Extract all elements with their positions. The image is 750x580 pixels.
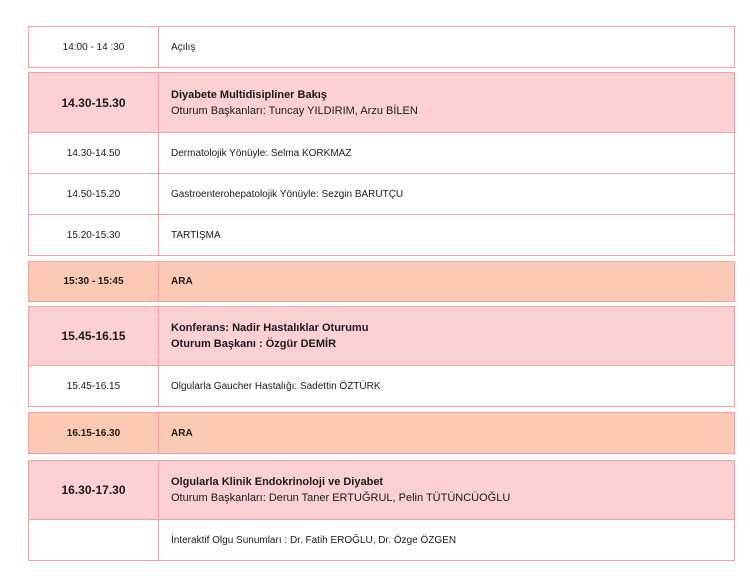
- talk-title: Gastroenterohepatolojik Yönüyle: Sezgin BARUTÇU: [171, 188, 404, 200]
- session-3-block: [28, 460, 735, 561]
- talk-row: [29, 520, 734, 560]
- talk-title: Dermatolojik Yönüyle: Selma KORKMAZ: [171, 147, 352, 159]
- session-chairs: Oturum Başkanları: Derun Taner ERTUĞRUL, Pelin TÜTÜNCÜOĞLU: [171, 492, 511, 504]
- opening-time: 14:00 - 14 :30: [29, 27, 159, 67]
- session-info: [159, 73, 734, 132]
- break-time: 16.15-16.30: [29, 413, 159, 453]
- session-time: 14.30-15.30: [29, 73, 159, 132]
- session-1-block: [28, 72, 735, 256]
- talk-time: 14.50-15.20: [29, 174, 159, 214]
- talk-row: [29, 366, 734, 406]
- session-title: Olgularla Klinik Endokrinoloji ve Diyabet: [171, 476, 384, 488]
- session-chairs: Oturum Başkanı : Özgür DEMİR: [171, 338, 337, 350]
- session-time: 16.30-17.30: [29, 461, 159, 519]
- talk-title: İnteraktif Olgu Sunumları : Dr. Fatih EROĞLU, Dr. Özge ÖZGEN: [171, 534, 457, 546]
- opening-row: [29, 27, 734, 67]
- opening-title: Açılış: [171, 41, 196, 53]
- session-title: Konferans: Nadir Hastalıklar Oturumu: [171, 322, 369, 334]
- break-row: [29, 262, 734, 301]
- talk-time: [29, 520, 159, 560]
- break-label: ARA: [171, 276, 193, 287]
- break-time: 15:30 - 15:45: [29, 262, 159, 301]
- session-header-row: [29, 73, 734, 133]
- session-chairs: Oturum Başkanları: Tuncay YILDIRIM, Arzu BİLEN: [171, 104, 418, 117]
- opening-block: [28, 26, 735, 68]
- session-time: 15.45-16.15: [29, 307, 159, 365]
- session-info: [159, 307, 734, 365]
- break-1-block: [28, 261, 735, 302]
- session-info: [159, 461, 734, 519]
- session-2-block: [28, 306, 735, 407]
- talk-time: 15.45-16.15: [29, 366, 159, 406]
- session-header-row: [29, 461, 734, 520]
- talk-row: [29, 133, 734, 174]
- talk-title: TARTIŞMA: [171, 229, 221, 241]
- talk-time: 14.30-14.50: [29, 133, 159, 173]
- session-header-row: [29, 307, 734, 366]
- talk-row: [29, 174, 734, 215]
- talk-row: [29, 215, 734, 255]
- talk-time: 15.20-15.30: [29, 215, 159, 255]
- talk-title: Olgularla Gaucher Hastalığı: Sadettin ÖZTÜRK: [171, 380, 381, 392]
- break-label: ARA: [171, 427, 193, 439]
- session-title: Diyabete Multidisipliner Bakış: [171, 88, 327, 101]
- break-row: [29, 413, 734, 453]
- break-2-block: [28, 412, 735, 454]
